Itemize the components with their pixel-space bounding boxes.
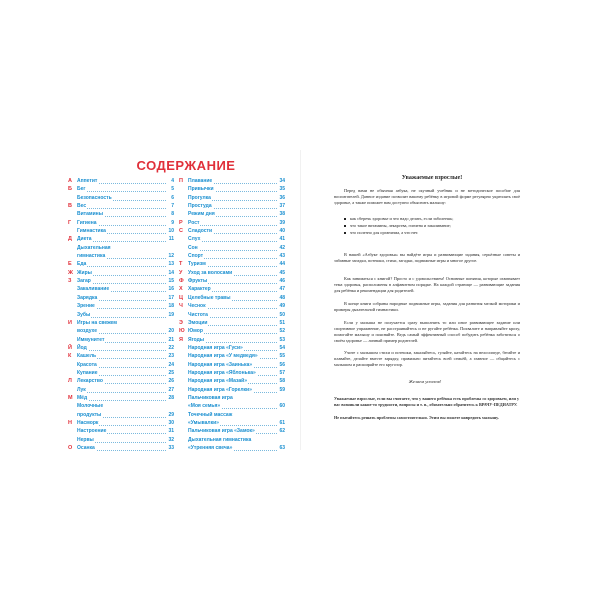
toc-page-number: 52 <box>279 328 285 335</box>
toc-page-number: 42 <box>279 244 285 251</box>
toc-title-text: «Умывалки» <box>188 419 219 426</box>
toc-title-text: Ягоды <box>188 336 205 343</box>
toc-page-number: 10 <box>168 228 174 235</box>
toc-title-text: Дыхательная гимнастика <box>188 436 252 443</box>
toc-title-text: Бег <box>77 186 86 193</box>
toc-title-text: воздухе <box>77 328 97 335</box>
toc-page-number: 33 <box>168 445 174 451</box>
warning-note: Не пытайтесь решать проблемы самостоятельно. Этим вы можете навредить малышу. <box>334 415 499 420</box>
toc-title-text: Привычки <box>188 186 214 193</box>
toc-page-number: 38 <box>279 211 285 218</box>
toc-letter: Ц <box>179 294 184 301</box>
toc-title-text: Загар <box>77 278 91 285</box>
toc-title <box>188 444 233 452</box>
toc-title-text: Молочные <box>77 403 104 410</box>
intro-heading: Уважаемые взрослые! <box>401 175 463 181</box>
intro-paragraph-2: В нашей «Азбуке здоровья» вы найдёте игры и развивающие задания, серьёзные советы и забавные загадки, потешки, стихи, загадки, подвижные игры и многое другое. <box>334 252 520 264</box>
toc-leader-dots <box>188 218 277 226</box>
toc-page-number: 35 <box>279 186 285 193</box>
toc-entry <box>179 402 287 410</box>
bullet-item: как сберечь здоровье и что надо делать, если заболеешь; <box>344 215 520 222</box>
toc-title <box>77 394 88 402</box>
toc-page-number: 28 <box>168 394 174 401</box>
toc-letter: В <box>68 203 72 210</box>
toc-leader-dots <box>188 234 277 242</box>
toc-title-text: Диета <box>77 236 92 243</box>
toc-page-number: 31 <box>168 428 174 435</box>
toc-title-text: Осанка <box>77 445 95 451</box>
page-gutter <box>300 150 301 450</box>
toc-title-text: Народная игра «Мазай» <box>188 378 247 385</box>
toc-letter: М <box>68 394 73 401</box>
toc-page-number: 34 <box>279 178 285 184</box>
toc-entry <box>179 427 287 435</box>
toc-title-text: Аппетит <box>77 178 98 184</box>
toc-page-number: 41 <box>279 236 285 243</box>
toc-page-number: 12 <box>168 253 174 260</box>
toc-leader-dots <box>77 385 166 393</box>
toc-title-text: Рост <box>188 219 200 226</box>
toc-page-number: 20 <box>168 328 174 335</box>
toc-letter: Б <box>68 186 72 193</box>
toc-title-text: Дыхательная <box>77 244 111 251</box>
toc-letter: С <box>179 228 183 235</box>
toc-title-text: «Моя семья» <box>188 403 221 410</box>
toc-title-text: Жиры <box>77 269 92 276</box>
toc-title-text: Юмор <box>188 328 203 335</box>
toc-page-number: 16 <box>168 286 174 293</box>
toc-entry <box>179 386 287 394</box>
toc-page-number: 60 <box>279 403 285 410</box>
bullet-item: что такое витамины, лекарства, гигиена и закаливание; <box>344 222 520 229</box>
toc-page-number: 9 <box>171 219 174 226</box>
wish-line: Желаем успехов! <box>408 379 442 384</box>
toc-title-text: «Утренняя свеча» <box>188 445 233 451</box>
intro-paragraph-3: Как заниматься с книгой? Просто и с удовольствием! Основные понятия, которые охватывает тема здоровья, расположены в алфавитном порядке. На каждой странице — развивающие задания для ребёнка и рекомендации для родителей. <box>334 276 520 294</box>
toc-title-text: Гигиена <box>77 219 97 226</box>
toc-letter: Т <box>179 261 183 268</box>
toc-page-number: 18 <box>168 303 174 310</box>
toc-title <box>188 402 221 410</box>
toc-page-number: 57 <box>279 369 285 376</box>
toc-title-text: Спорт <box>188 253 204 260</box>
doctor-note: Уважаемые взрослые, если вы считаете, что у вашего ребёнка есть проблемы со здоровьем, или у вас возникли какие-то трудности, вопросы и т. п., обязательно обратитесь к ВРАЧУ-ПЕДИАТРУ. <box>334 396 520 407</box>
bullet-item: что полезно для организма, а что нет. <box>344 229 520 236</box>
toc-letter: Я <box>179 336 183 343</box>
toc-title-text: Вес <box>77 203 87 210</box>
toc-title-text: Эмоции <box>188 319 208 326</box>
toc-leader-dots <box>77 259 166 267</box>
toc-page-number: 48 <box>279 294 285 301</box>
toc-page-number: 6 <box>171 194 174 201</box>
toc-title-text: Закаливание <box>77 286 110 293</box>
toc-page-number: 51 <box>279 319 285 326</box>
toc-title-text: Целебные травы <box>188 294 231 301</box>
toc-entry <box>179 444 287 452</box>
toc-title-text: Купание <box>77 369 98 376</box>
toc-title-text: Игры на свежем <box>77 319 117 326</box>
toc-page-number: 4 <box>171 178 174 184</box>
toc-title-text: продукты <box>77 411 102 418</box>
intro-paragraph-5: Если у малыша не получается сразу выполнить то или иное развивающее задание или спортивное упражнение, не расстраивайтесь и не ругайте ребёнка. Похвалите и направляйте кроху, помогайте малышу и поясняйте. Ведь самый эффективный способ побудить ребёнка заботиться о своём здоровье — личный пример родителей. <box>334 320 520 344</box>
toc-title-text: Еда <box>77 261 87 268</box>
toc-page-number: 37 <box>279 203 285 210</box>
toc-letter: Д <box>68 236 72 243</box>
toc-letter: У <box>179 269 183 276</box>
toc-title-text: Иммунитет <box>77 336 105 343</box>
toc-title-text: Фрукты <box>188 278 208 285</box>
toc-title-text: Плавание <box>188 178 213 184</box>
toc-title-text: Мёд <box>77 394 88 401</box>
toc-letter: Н <box>68 419 72 426</box>
toc-title-text: Народная игра «У медведя» <box>188 353 258 360</box>
toc-page-number: 47 <box>279 286 285 293</box>
toc-page-number: 25 <box>168 369 174 376</box>
toc-title-text: Йод <box>77 344 87 351</box>
toc-title-text: Насморк <box>77 419 99 426</box>
toc-letter: А <box>68 178 72 184</box>
toc-title-text: Витамины <box>77 211 103 218</box>
toc-title-text: Прогулка <box>188 194 211 201</box>
intro-paragraph-4: В конце книги собраны народные подвижные игры, задания для развития мелкой моторики и примеры дыхательной гимнастики. <box>334 301 520 313</box>
toc-title-text: Точечный массаж <box>188 411 233 418</box>
toc-page-number: 22 <box>168 344 174 351</box>
toc-letter: Ж <box>68 269 73 276</box>
toc-letter: Ч <box>179 303 183 310</box>
toc-page-number: 40 <box>279 228 285 235</box>
toc-title <box>188 386 253 394</box>
toc-title-text: Зубы <box>77 311 91 318</box>
toc-page-number: 24 <box>168 361 174 368</box>
toc-entry <box>68 311 176 319</box>
toc-title-text: Лекарство <box>77 378 103 385</box>
toc-leader-dots <box>77 343 166 351</box>
toc-page-number: 26 <box>168 378 174 385</box>
toc-title-text: Туризм <box>188 261 206 268</box>
toc-page-number: 32 <box>168 436 174 443</box>
intro-paragraph-1: Перед вами не обычная азбука, не скучный учебник и не методическое пособие для воспитателей. Данное издание позволит вашему ребёнку в игровой форме регулярно укреплять своё здоровье, а также поможет вам доступно объяснить малышу: <box>334 188 520 206</box>
toc-title-text: Народная игра «Яблонька» <box>188 369 256 376</box>
toc-page-number: 19 <box>168 311 174 318</box>
toc-page-number: 55 <box>279 353 285 360</box>
toc-page-number: 44 <box>279 261 285 268</box>
toc-page-number: 45 <box>279 269 285 276</box>
toc-page-number: 43 <box>279 253 285 260</box>
toc-title-text: Кашель <box>77 353 97 360</box>
toc-page-number: 62 <box>279 428 285 435</box>
toc-page-number: 13 <box>168 261 174 268</box>
toc-page-number: 7 <box>171 203 174 210</box>
toc-page-number: 58 <box>279 378 285 385</box>
toc-title <box>77 311 91 319</box>
toc-page-number: 15 <box>168 278 174 285</box>
toc-letter: Ф <box>179 278 184 285</box>
toc-page-number: 63 <box>279 445 285 451</box>
toc-page-number: 46 <box>279 278 285 285</box>
toc-title-text: Чеснок <box>188 303 206 310</box>
toc-leader-dots <box>188 243 277 251</box>
toc-letter: К <box>68 353 72 360</box>
toc-title-text: Уход за волосами <box>188 269 233 276</box>
toc-title <box>188 427 256 435</box>
toc-leader-dots <box>77 393 166 401</box>
toc-title-text: Простуда <box>188 203 212 210</box>
toc-page-number: 11 <box>168 236 174 243</box>
toc-entry <box>68 444 176 452</box>
toc-title-text: гимнастика <box>77 253 106 260</box>
toc-title-text: Сладости <box>188 228 213 235</box>
toc-letter: Л <box>68 378 72 385</box>
toc-letter: О <box>68 445 73 451</box>
toc-page-number: 17 <box>168 294 174 301</box>
toc-leader-dots <box>77 184 166 192</box>
toc-letter: П <box>179 178 183 184</box>
toc-title-text: Зрение <box>77 303 95 310</box>
toc-title-text: Чистота <box>188 311 208 318</box>
toc-page-number: 49 <box>279 303 285 310</box>
toc-title-text: Гимнастика <box>77 228 106 235</box>
toc-page-number: 27 <box>168 386 174 393</box>
toc-page-number: 50 <box>279 311 285 318</box>
toc-title-text: Народная игра «Заинька» <box>188 361 253 368</box>
toc-title-text: Сон <box>188 244 198 251</box>
toc-title-text: Народная игра «Гуси» <box>188 344 243 351</box>
toc-title-text: Слух <box>188 236 201 243</box>
toc-page-number: 29 <box>168 411 174 418</box>
toc-letter: Г <box>68 219 72 226</box>
toc-title-text: Режим дня <box>188 211 215 218</box>
toc-letter: Х <box>179 286 183 293</box>
toc-title-text: Лук <box>77 386 86 393</box>
toc-page-number: 14 <box>168 269 174 276</box>
intro-page <box>314 150 536 450</box>
toc-letter: Е <box>68 261 72 268</box>
contents-column-right <box>179 177 287 452</box>
toc-page-number: 23 <box>168 353 174 360</box>
intro-bullet-list <box>344 215 520 236</box>
toc-title-text: Настроение <box>77 428 107 435</box>
toc-page-number: 36 <box>279 194 285 201</box>
toc-page-number: 53 <box>279 336 285 343</box>
toc-title <box>77 235 93 243</box>
toc-title-text: Безопасность <box>77 194 112 201</box>
toc-page-number: 56 <box>279 361 285 368</box>
toc-entry <box>68 394 176 402</box>
toc-entry <box>68 235 176 243</box>
toc-letter: Э <box>179 319 183 326</box>
toc-page-number: 54 <box>279 344 285 351</box>
toc-letter: Ю <box>179 328 185 335</box>
toc-title-text: Народная игра «Горелки» <box>188 386 252 393</box>
contents-title: СОДЕРЖАНИЕ <box>136 158 236 173</box>
toc-title-text: Характер <box>188 286 211 293</box>
toc-page-number: 61 <box>279 419 285 426</box>
toc-title-text: Пальчиковая игра «Замок» <box>188 428 255 435</box>
toc-title-text: Красота <box>77 361 97 368</box>
intro-paragraph-6: Учите с малышом стихи и потешки, закаляйтесь, гуляйте, катайтесь на велосипеде, бегайте и плавайте, делайте вместе зарядку, правильно питайтесь всей семьёй, а главное — общайтесь с малышом и расширяйте его кругозор. <box>334 350 520 368</box>
toc-page-number: 21 <box>168 336 174 343</box>
toc-page-number: 8 <box>171 211 174 218</box>
toc-title-text: Зарядка <box>77 294 98 301</box>
toc-letter: З <box>68 278 72 285</box>
toc-page-number: 39 <box>279 219 285 226</box>
toc-letter: Р <box>179 219 183 226</box>
toc-title <box>77 444 96 452</box>
toc-letter: И <box>68 319 72 326</box>
toc-page-number: 30 <box>168 419 174 426</box>
toc-letter: Й <box>68 344 72 351</box>
toc-page-number: 5 <box>171 186 174 193</box>
contents-page <box>66 150 288 450</box>
toc-leader-dots <box>77 201 166 209</box>
toc-page-number: 59 <box>279 386 285 393</box>
toc-title-text: Нервы <box>77 436 94 443</box>
contents-column-left <box>68 177 176 452</box>
toc-title-text: Пальчиковая игра <box>188 394 233 401</box>
